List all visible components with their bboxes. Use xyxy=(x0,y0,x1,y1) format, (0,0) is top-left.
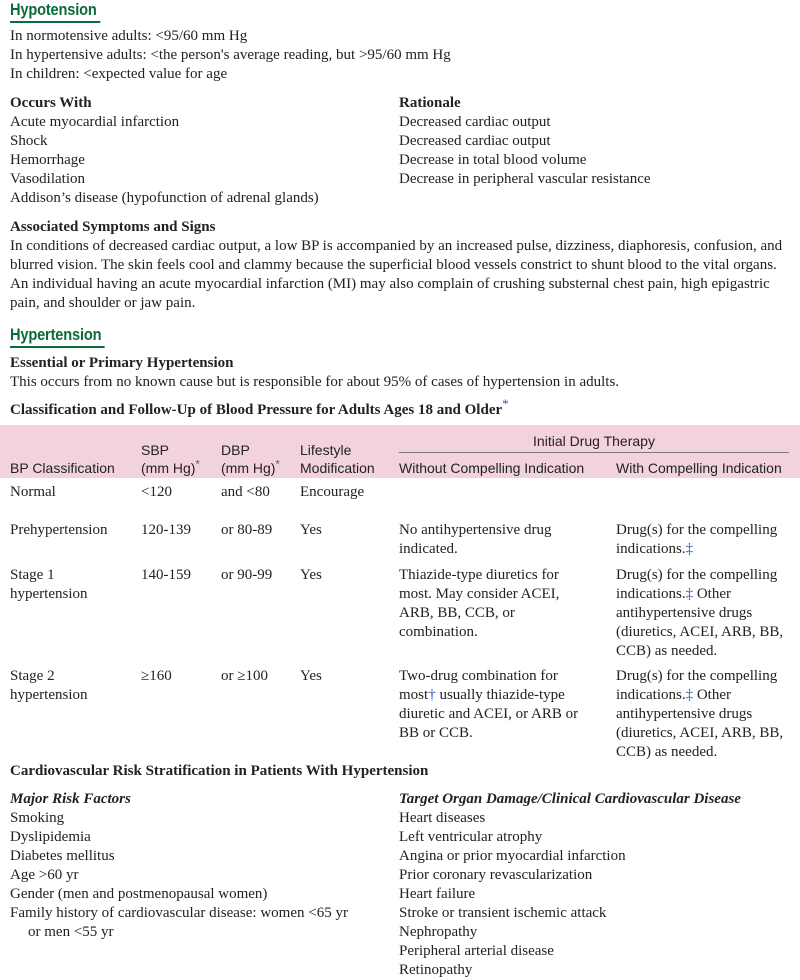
list-item: or men <55 yr xyxy=(28,924,114,940)
list-item: Stroke or transient ischemic attack xyxy=(399,905,607,921)
list-item: Retinopathy xyxy=(399,962,473,978)
table-row-prehypertension-class: Prehypertension xyxy=(10,522,108,538)
hypotension-definitions xyxy=(10,27,451,84)
table-cell-lifestyle: Yes xyxy=(300,668,322,684)
associated-symptoms-text: In conditions of decreased cardiac output, a low BP is accompanied by an increased pulse, dizziness, diaphoresis, confusion, and blurred vision. The skin feels cool and clammy because the superficial blood vessels constrict to shunt blood to the vital organs. An individual having an acute myocardial infarction (MI) may also complain of crushing substernal chest pain, high epigastric pain, and shoulder or jaw pain. xyxy=(10,238,783,311)
list-item: Gender (men and postmenopausal women) xyxy=(10,886,268,902)
list-item: Acute myocardial infarction xyxy=(10,114,180,130)
table-cell-lifestyle: Yes xyxy=(300,522,322,538)
essential-hypertension-header: Essential or Primary Hypertension xyxy=(10,355,234,371)
table-cell-sbp: 140-159 xyxy=(141,567,191,583)
table-cell-with: Drug(s) for the compelling indications.‡ Other antihypertensive drugs (diuretics, ACEI, ARB, BB, CCB) as needed. xyxy=(616,668,784,760)
hypotension-heading: Hypotension xyxy=(10,0,100,23)
list-item: Prior coronary revascularization xyxy=(399,867,593,883)
major-risk-factors-list xyxy=(10,790,348,942)
list-item: Decreased cardiac output xyxy=(399,114,551,130)
target-organ-damage-header: Target Organ Damage/Clinical Cardiovascular Disease xyxy=(399,791,741,807)
list-item: Age >60 yr xyxy=(10,867,79,883)
table-cell-dbp: or 80-89 xyxy=(221,522,273,538)
definition-line: In hypertensive adults: <the person's average reading, but >95/60 mm Hg xyxy=(10,47,451,63)
major-risk-factors-header: Major Risk Factors xyxy=(10,791,131,807)
list-item: Heart diseases xyxy=(399,810,486,826)
list-item: Peripheral arterial disease xyxy=(399,943,554,959)
definition-line: In children: <expected value for age xyxy=(10,66,228,82)
col-header-lifestyle: Lifestyle Modification xyxy=(300,442,375,476)
list-item: Left ventricular atrophy xyxy=(399,829,543,845)
list-item: Smoking xyxy=(10,810,65,826)
occurs-with-header: Occurs With xyxy=(10,95,92,111)
list-item: Decreased cardiac output xyxy=(399,133,551,149)
target-organ-damage-list xyxy=(399,790,741,980)
list-item: Nephropathy xyxy=(399,924,478,940)
table-cell-sbp: ≥160 xyxy=(141,668,172,684)
list-item: Dyslipidemia xyxy=(10,829,91,845)
list-item: Decrease in peripheral vascular resistance xyxy=(399,171,651,187)
rationale-header: Rationale xyxy=(399,95,461,111)
col-header-dbp: DBP (mm Hg)* xyxy=(221,442,280,476)
table-cell-with: Drug(s) for the compelling indications.‡ xyxy=(616,522,778,557)
list-item: Angina or prior myocardial infarction xyxy=(399,848,626,864)
essential-hypertension-text: This occurs from no known cause but is responsible for about 95% of cases of hypertension in adults. xyxy=(10,374,620,390)
definition-line: In normotensive adults: <95/60 mm Hg xyxy=(10,28,248,44)
list-item: Shock xyxy=(10,133,48,149)
table-cell-lifestyle: Yes xyxy=(300,567,322,583)
table-cell-dbp: and <80 xyxy=(221,484,270,500)
col-header-sbp: SBP (mm Hg)* xyxy=(141,442,200,476)
col-header-without-compelling: Without Compelling Indication xyxy=(399,460,585,476)
col-header-bp-classification: BP Classification xyxy=(10,460,115,476)
list-item: Decrease in total blood volume xyxy=(399,152,587,168)
col-header-with-compelling: With Compelling Indication xyxy=(616,460,782,476)
table-row-stage2-class: Stage 2 hypertension xyxy=(10,668,88,703)
table-cell-with: Drug(s) for the compelling indications.‡ Other antihypertensive drugs (diuretics, ACEI, ARB, BB, CCB) as needed. xyxy=(616,567,784,659)
table-cell-without: Thiazide-type diuretics for most. May consider ACEI, ARB, BB, CCB, or combination. xyxy=(399,567,560,640)
associated-symptoms-header: Associated Symptoms and Signs xyxy=(10,219,216,235)
hypertension-heading: Hypertension xyxy=(10,325,105,348)
table-title: Classification and Follow-Up of Blood Pressure for Adults Ages 18 and Older* xyxy=(10,396,509,418)
risk-stratification-title: Cardiovascular Risk Stratification in Patients With Hypertension xyxy=(10,763,429,779)
table-cell-dbp: or 90-99 xyxy=(221,567,273,583)
list-item: Family history of cardiovascular disease: women <65 yr xyxy=(10,905,348,921)
header-divider xyxy=(399,452,789,453)
table-cell-sbp: 120-139 xyxy=(141,522,191,538)
table-cell-without: No antihypertensive drug indicated. xyxy=(399,522,552,557)
table-row-stage1-class: Stage 1 hypertension xyxy=(10,567,88,602)
list-item: Diabetes mellitus xyxy=(10,848,115,864)
table-row-normal-class: Normal xyxy=(10,484,56,500)
list-item: Heart failure xyxy=(399,886,476,902)
occurs-with-list xyxy=(10,94,319,208)
list-item: Hemorrhage xyxy=(10,152,85,168)
table-cell-without: Two-drug combination for most† usually thiazide-type diuretic and ACEI, or ARB or BB or CCB. xyxy=(399,668,579,741)
rationale-list xyxy=(399,94,651,189)
list-item: Vasodilation xyxy=(10,171,85,187)
list-item: Addison’s disease (hypofunction of adrenal glands) xyxy=(10,190,319,206)
table-cell-dbp: or ≥100 xyxy=(221,668,268,684)
col-header-initial-drug-therapy: Initial Drug Therapy xyxy=(533,433,655,449)
table-cell-sbp: <120 xyxy=(141,484,172,500)
table-cell-lifestyle: Encourage xyxy=(300,484,365,500)
